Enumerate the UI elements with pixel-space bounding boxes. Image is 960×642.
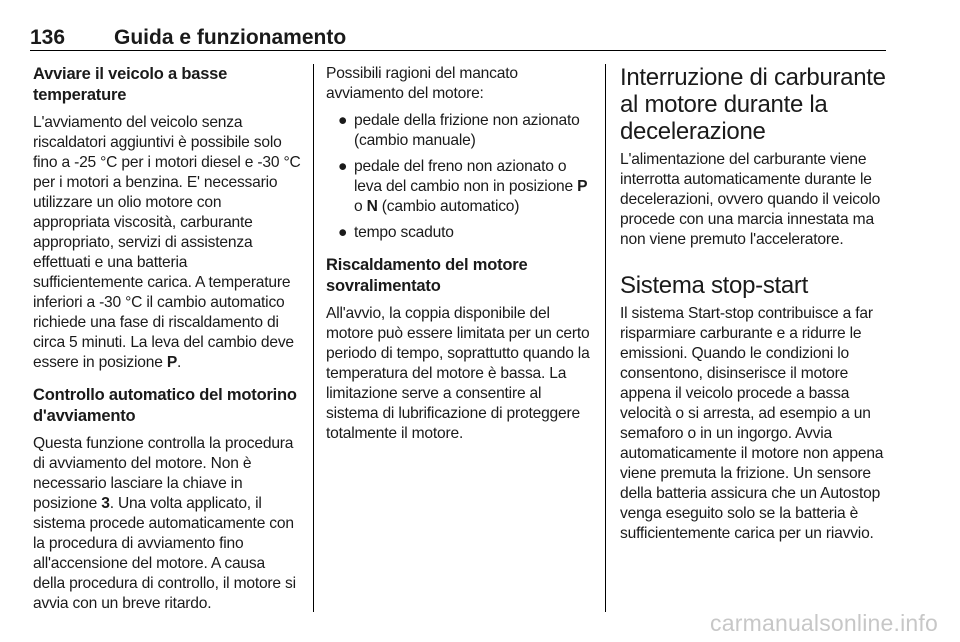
paragraph-fuel-cutoff: L'alimentazione del carburante viene interrotta automaticamente durante le decelerazioni, ovvero quando il veicolo procede con una marcia innestata ma non viene premuto l'acceleratore. (620, 151, 881, 248)
paragraph-start-failure-reasons: Possibili ragioni del mancato avviamento del motore: (326, 65, 518, 102)
bullet-icon: ● (338, 112, 348, 129)
column-right (620, 64, 888, 544)
page-header (30, 10, 886, 51)
key-position-3: 3 (101, 495, 110, 512)
heading-turbo-warmup: Riscaldamento del motore sovralimentato (326, 256, 528, 295)
column-divider-left (313, 64, 314, 612)
watermark: carmanualsonline.info (710, 610, 938, 636)
list-item: ● tempo scaduto (338, 224, 454, 241)
page-number: 136 (30, 26, 66, 49)
gear-position-p: P (166, 354, 178, 371)
list-item: ● pedale della frizione non azionato (cambio manuale) (338, 112, 580, 149)
column-middle (326, 64, 592, 444)
heading-auto-starter-control: Controllo automatico del motorino d'avviamento (33, 386, 297, 425)
heading-stop-start: Sistema stop-start (620, 272, 808, 299)
paragraph-stop-start: Il sistema Start-stop contribuisce a far risparmiare carburante e a ridurre le emissioni. Quando le condizioni lo consentono, disinserisce il motore appena il veicolo procede a bassa velocità o si arresta, ad esempio a un semaforo o in un ingorgo. Avvia automaticamente il motore non appena viene premuta la frizione. Un sensore della batteria assicura che un Autostop venga eseguito solo se la batteria è sufficientemente carica per un riavvio. (620, 305, 884, 542)
paragraph-low-temperature: L'avviamento del veicolo senza riscaldatori aggiuntivi è possibile solo fino a -25 °C per i motori diesel e -30 °C per i motori a benzina. E' necessario utilizzare un olio motore con appropriata viscosità, carburante appropriato, servizi di assistenza effettuati e una batteria sufficientemente carica. A temperature inferiori a -30 °C il cambio automatico richiede una fase di riscaldamento di circa 5 minuti. La leva del cambio deve essere in posizione P. (33, 114, 301, 371)
paragraph-auto-starter: Questa funzione controlla la procedura di avviamento del motore. Non è necessario lasciare la chiave in posizione 3. Una volta applicato, il sistema procede automaticamente con la procedura di avviamento fino all'accensione del motore. A causa della procedura di controllo, il motore si avvia con un breve ritardo. (33, 435, 296, 612)
heading-fuel-cutoff: Interruzione di carburante al motore durante la decelerazione (620, 64, 886, 145)
column-divider-right (605, 64, 606, 612)
reasons-list (326, 111, 592, 243)
bullet-icon: ● (338, 158, 348, 175)
bullet-icon: ● (338, 224, 348, 241)
running-title: Guida e funzionamento (114, 26, 347, 49)
list-item: ● pedale del freno non azionato o leva del cambio non in posizione P o N (cambio automatico) (338, 158, 588, 215)
column-left (33, 64, 301, 614)
paragraph-turbo-warmup: All'avvio, la coppia disponibile del motore può essere limitata per un certo periodo di tempo, soprattutto quando la temperatura del motore è bassa. La limitazione serve a consentire al sistema di lubrificazione di proteggere totalmente il motore. (326, 305, 590, 442)
heading-low-temperature-start: Avviare il veicolo a basse temperature (33, 65, 228, 104)
